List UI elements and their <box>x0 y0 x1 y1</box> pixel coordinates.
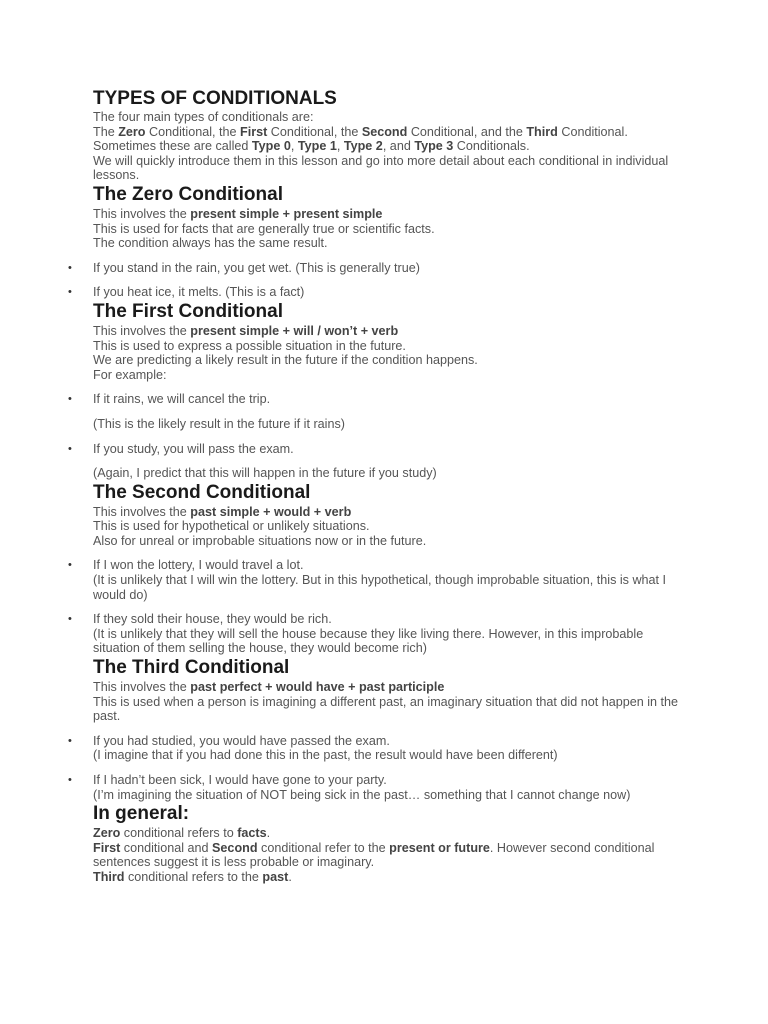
second-line-2: This is used for hypothetical or unlikely situations. <box>93 519 370 534</box>
intro-line-2: The Zero Conditional, the First Conditional, the Second Conditional, and the Third Conditional. <box>93 124 628 139</box>
zero-line-3: The condition always has the same result. <box>93 236 328 251</box>
intro-line-1: The four main types of conditionals are: <box>93 110 314 124</box>
in-general-heading: In general: <box>93 803 190 825</box>
first-line-3: We are predicting a likely result in the future if the condition happens. <box>93 353 478 368</box>
list-item: • If you had studied, you would have passed the exam. (I imagine that if you had done this in the past, the result would have been different) <box>93 734 693 763</box>
list-item: • If you stand in the rain, you get wet. (This is generally true) <box>93 261 693 276</box>
intro-line-4: We will quickly introduce them in this lesson and go into more detail about each conditional in individual lessons. <box>93 153 669 183</box>
list-item: • If you heat ice, it melts. (This is a fact) <box>93 285 693 300</box>
general-line-1: Zero conditional refers to facts. <box>93 826 271 841</box>
third-involves: This involves the past perfect + would have + past participle <box>93 680 445 695</box>
list-item: • If I won the lottery, I would travel a lot. (It is unlikely that I will win the lottery. But in this hypothetical, though improbable situation, this is what I would do) <box>93 558 693 602</box>
general-line-3: Third conditional refers to the past. <box>93 869 292 884</box>
list-item-note: (This is the likely result in the future if it rains) <box>93 416 345 431</box>
third-line-2: This is used when a person is imagining a different past, an imaginary situation that did not happen in the past. <box>93 694 679 724</box>
zero-conditional-heading: The Zero Conditional <box>93 183 283 205</box>
list-item: • If they sold their house, they would be rich. (It is unlikely that they will sell the house because they like living there. However, in this improbable situation of them selling the house, they would become rich) <box>93 612 693 656</box>
second-involves: This involves the past simple + would + verb <box>93 504 352 519</box>
first-conditional-heading: The First Conditional <box>93 300 283 322</box>
zero-involves: This involves the present simple + present simple <box>93 206 383 221</box>
first-involves: This involves the present simple + will / won’t + verb <box>93 323 399 338</box>
zero-line-2: This is used for facts that are generally true or scientific facts. <box>93 221 435 236</box>
first-line-2: This is used to express a possible situation in the future. <box>93 338 406 353</box>
third-conditional-heading: The Third Conditional <box>93 657 290 679</box>
list-item-note: (Again, I predict that this will happen in the future if you study) <box>93 466 437 481</box>
list-item: • If I hadn’t been sick, I would have gone to your party. (I’m imagining the situation of NOT being sick in the past… something that I cannot change now) <box>93 773 693 802</box>
list-item: • If you study, you will pass the exam. <box>93 442 693 457</box>
second-conditional-heading: The Second Conditional <box>93 481 311 503</box>
second-line-3: Also for unreal or improbable situations now or in the future. <box>93 533 427 548</box>
document-content <box>93 88 693 885</box>
intro-line-3: Sometimes these are called Type 0, Type 1, Type 2, and Type 3 Conditionals. <box>93 139 530 154</box>
general-line-2: First conditional and Second conditional refer to the present or future. However second conditional sentences suggest it is less probable or imaginary. <box>93 840 655 870</box>
page-title: TYPES OF CONDITIONALS <box>93 88 337 109</box>
list-item: • If it rains, we will cancel the trip. <box>93 392 693 407</box>
first-line-4: For example: <box>93 367 167 382</box>
